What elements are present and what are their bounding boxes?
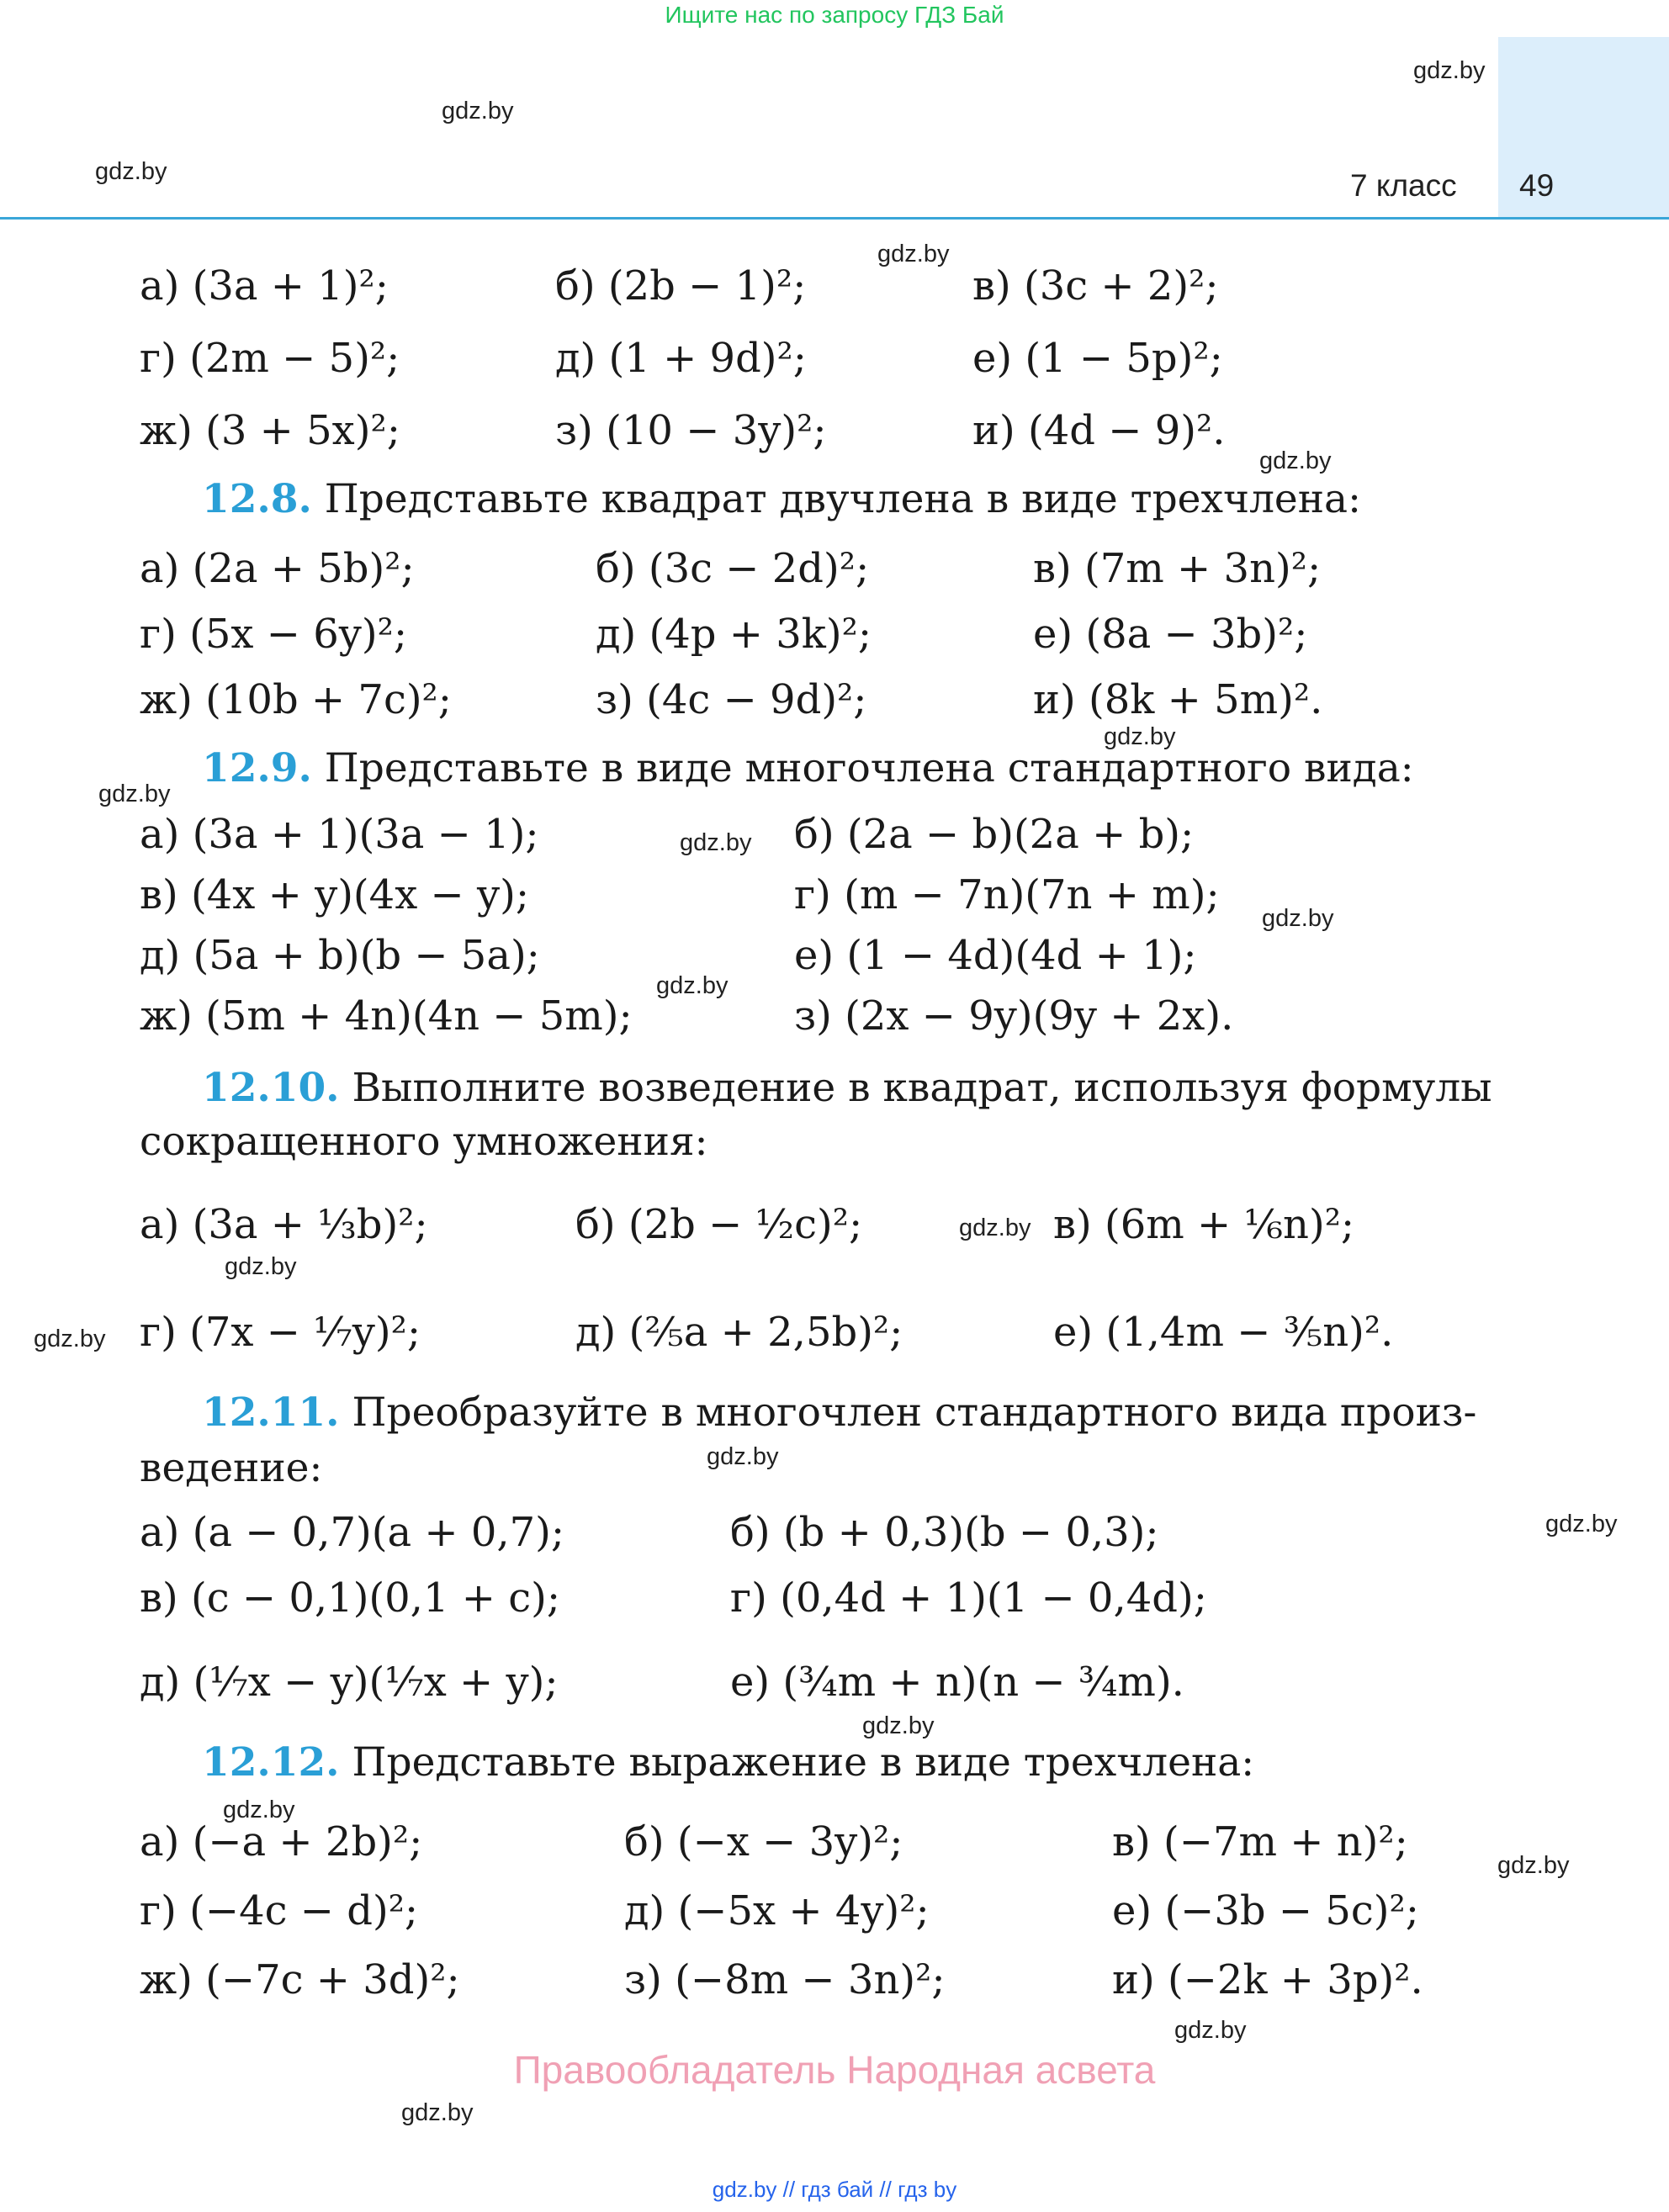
exercise-item: е) (8a − 3b)²; <box>1033 611 1308 658</box>
watermark: gdz.by <box>95 158 167 185</box>
exercise-item: в) (7m + 3n)²; <box>1033 545 1322 592</box>
exercise-item: б) (b + 0,3)(b − 0,3); <box>730 1509 1159 1556</box>
watermark: gdz.by <box>680 829 752 856</box>
watermark: gdz.by <box>223 1797 295 1823</box>
task-12-12-heading <box>202 1739 1254 1786</box>
exercise-item: а) (2a + 5b)²; <box>140 545 415 592</box>
watermark: gdz.by <box>959 1214 1031 1241</box>
exercise-item: г) (7x − ⅐y)²; <box>140 1309 421 1356</box>
exercise-item: а) (3a + 1)²; <box>140 262 389 310</box>
watermark: gdz.by <box>877 241 950 267</box>
copyright-notice: Правообладатель Народная асвета <box>513 2048 1156 2092</box>
exercise-item: б) (2a − b)(2a + b); <box>794 811 1195 858</box>
watermark: gdz.by <box>1262 905 1334 932</box>
exercise-item: в) (−7m + n)²; <box>1112 1818 1408 1865</box>
exercise-item: г) (2m − 5)²; <box>140 335 400 382</box>
exercise-item: е) (1 − 5p)²; <box>972 335 1223 382</box>
exercise-item: г) (5x − 6y)²; <box>140 611 407 658</box>
watermark: gdz.by <box>225 1253 297 1280</box>
exercise-item: а) (3a + ⅓b)²; <box>140 1201 428 1248</box>
watermark: gdz.by <box>401 2099 474 2126</box>
task-text: Представьте квадрат двучлена в виде трехчлена: <box>324 476 1361 522</box>
watermark: gdz.by <box>98 781 171 807</box>
exercise-item: е) (1,4m − ⅗n)². <box>1053 1309 1394 1356</box>
exercise-item: б) (−x − 3y)²; <box>624 1818 903 1865</box>
exercise-item: и) (4d − 9)². <box>972 407 1226 454</box>
watermark: gdz.by <box>1104 723 1176 750</box>
watermark: gdz.by <box>1259 447 1332 474</box>
top-banner: Ищите нас по запросу ГДЗ Бай <box>665 2 1004 28</box>
footer-links: gdz.by // гдз бай // гдз by <box>712 2177 957 2202</box>
header-divider <box>0 217 1669 220</box>
exercise-item: з) (2x − 9y)(9y + 2x). <box>794 992 1234 1040</box>
task-12-10-heading <box>202 1065 1492 1111</box>
exercise-item: в) (3c + 2)²; <box>972 262 1219 310</box>
exercise-item: б) (2b − ½c)²; <box>575 1201 863 1248</box>
exercise-item: в) (4x + y)(4x − y); <box>140 871 530 918</box>
exercise-item: з) (−8m − 3n)²; <box>624 1956 946 2003</box>
task-text: Преобразуйте в многочлен стандартного вида произ- <box>352 1389 1477 1436</box>
watermark: gdz.by <box>1413 57 1486 84</box>
watermark: gdz.by <box>656 972 729 999</box>
watermark: gdz.by <box>1497 1852 1570 1879</box>
watermark: gdz.by <box>862 1712 935 1739</box>
exercise-item: а) (3a + 1)(3a − 1); <box>140 811 539 858</box>
exercise-item: е) (−3b − 5c)²; <box>1112 1887 1419 1934</box>
page-number: 49 <box>1519 168 1555 203</box>
exercise-item: и) (−2k + 3p)². <box>1112 1956 1423 2003</box>
exercise-item: ж) (3 + 5x)²; <box>140 407 400 454</box>
watermark: gdz.by <box>1545 1511 1618 1537</box>
exercise-item: д) (5a + b)(b − 5a); <box>140 932 540 979</box>
task-number: 12.12. <box>202 1739 340 1786</box>
exercise-item: г) (−4c − d)²; <box>140 1887 419 1934</box>
exercise-item: в) (c − 0,1)(0,1 + c); <box>140 1574 560 1622</box>
exercise-item: ж) (5m + 4n)(4n − 5m); <box>140 992 633 1040</box>
task-number: 12.11. <box>202 1389 340 1436</box>
task-number: 12.9. <box>202 745 312 791</box>
exercise-item: а) (−a + 2b)²; <box>140 1818 423 1865</box>
exercise-item: д) (4p + 3k)²; <box>596 611 872 658</box>
watermark: gdz.by <box>1174 2017 1247 2044</box>
task-12-11-heading <box>202 1389 1476 1436</box>
exercise-item: д) (⅐x − y)(⅐x + y); <box>140 1659 559 1706</box>
task-text: Представьте в виде многочлена стандартного вида: <box>324 745 1414 791</box>
exercise-item: и) (8k + 5m)². <box>1033 676 1323 723</box>
exercise-item: ж) (−7c + 3d)²; <box>140 1956 460 2003</box>
exercise-item: б) (2b − 1)²; <box>555 262 807 310</box>
grade-label: 7 класс <box>1350 168 1457 203</box>
watermark: gdz.by <box>442 98 514 124</box>
task-12-9-heading <box>202 745 1414 791</box>
task-text: Представьте выражение в виде трехчлена: <box>352 1739 1255 1786</box>
exercise-item: г) (0,4d + 1)(1 − 0,4d); <box>730 1574 1207 1622</box>
exercise-item: в) (6m + ⅙n)²; <box>1053 1201 1355 1248</box>
exercise-item: б) (3c − 2d)²; <box>596 545 870 592</box>
watermark: gdz.by <box>707 1443 779 1470</box>
task-text: Выполните возведение в квадрат, используя формулы <box>352 1065 1492 1111</box>
task-text-continued: сокращенного умножения: <box>140 1119 708 1165</box>
exercise-item: е) (¾m + n)(n − ¾m). <box>730 1659 1184 1706</box>
exercise-item: з) (4c − 9d)²; <box>596 676 867 723</box>
exercise-item: з) (10 − 3y)²; <box>555 407 827 454</box>
task-text-continued: ведение: <box>140 1445 323 1491</box>
exercise-item: е) (1 − 4d)(4d + 1); <box>794 932 1197 979</box>
task-number: 12.10. <box>202 1065 340 1111</box>
exercise-item: ж) (10b + 7c)²; <box>140 676 452 723</box>
exercise-item: д) (−5x + 4y)²; <box>624 1887 930 1934</box>
task-12-8-heading <box>202 476 1361 522</box>
task-number: 12.8. <box>202 476 312 522</box>
exercise-item: д) (1 + 9d)²; <box>555 335 807 382</box>
exercise-item: д) (⅖a + 2,5b)²; <box>575 1309 903 1356</box>
exercise-item: г) (m − 7n)(7n + m); <box>794 871 1220 918</box>
exercise-item: а) (a − 0,7)(a + 0,7); <box>140 1509 565 1556</box>
watermark: gdz.by <box>34 1326 106 1352</box>
